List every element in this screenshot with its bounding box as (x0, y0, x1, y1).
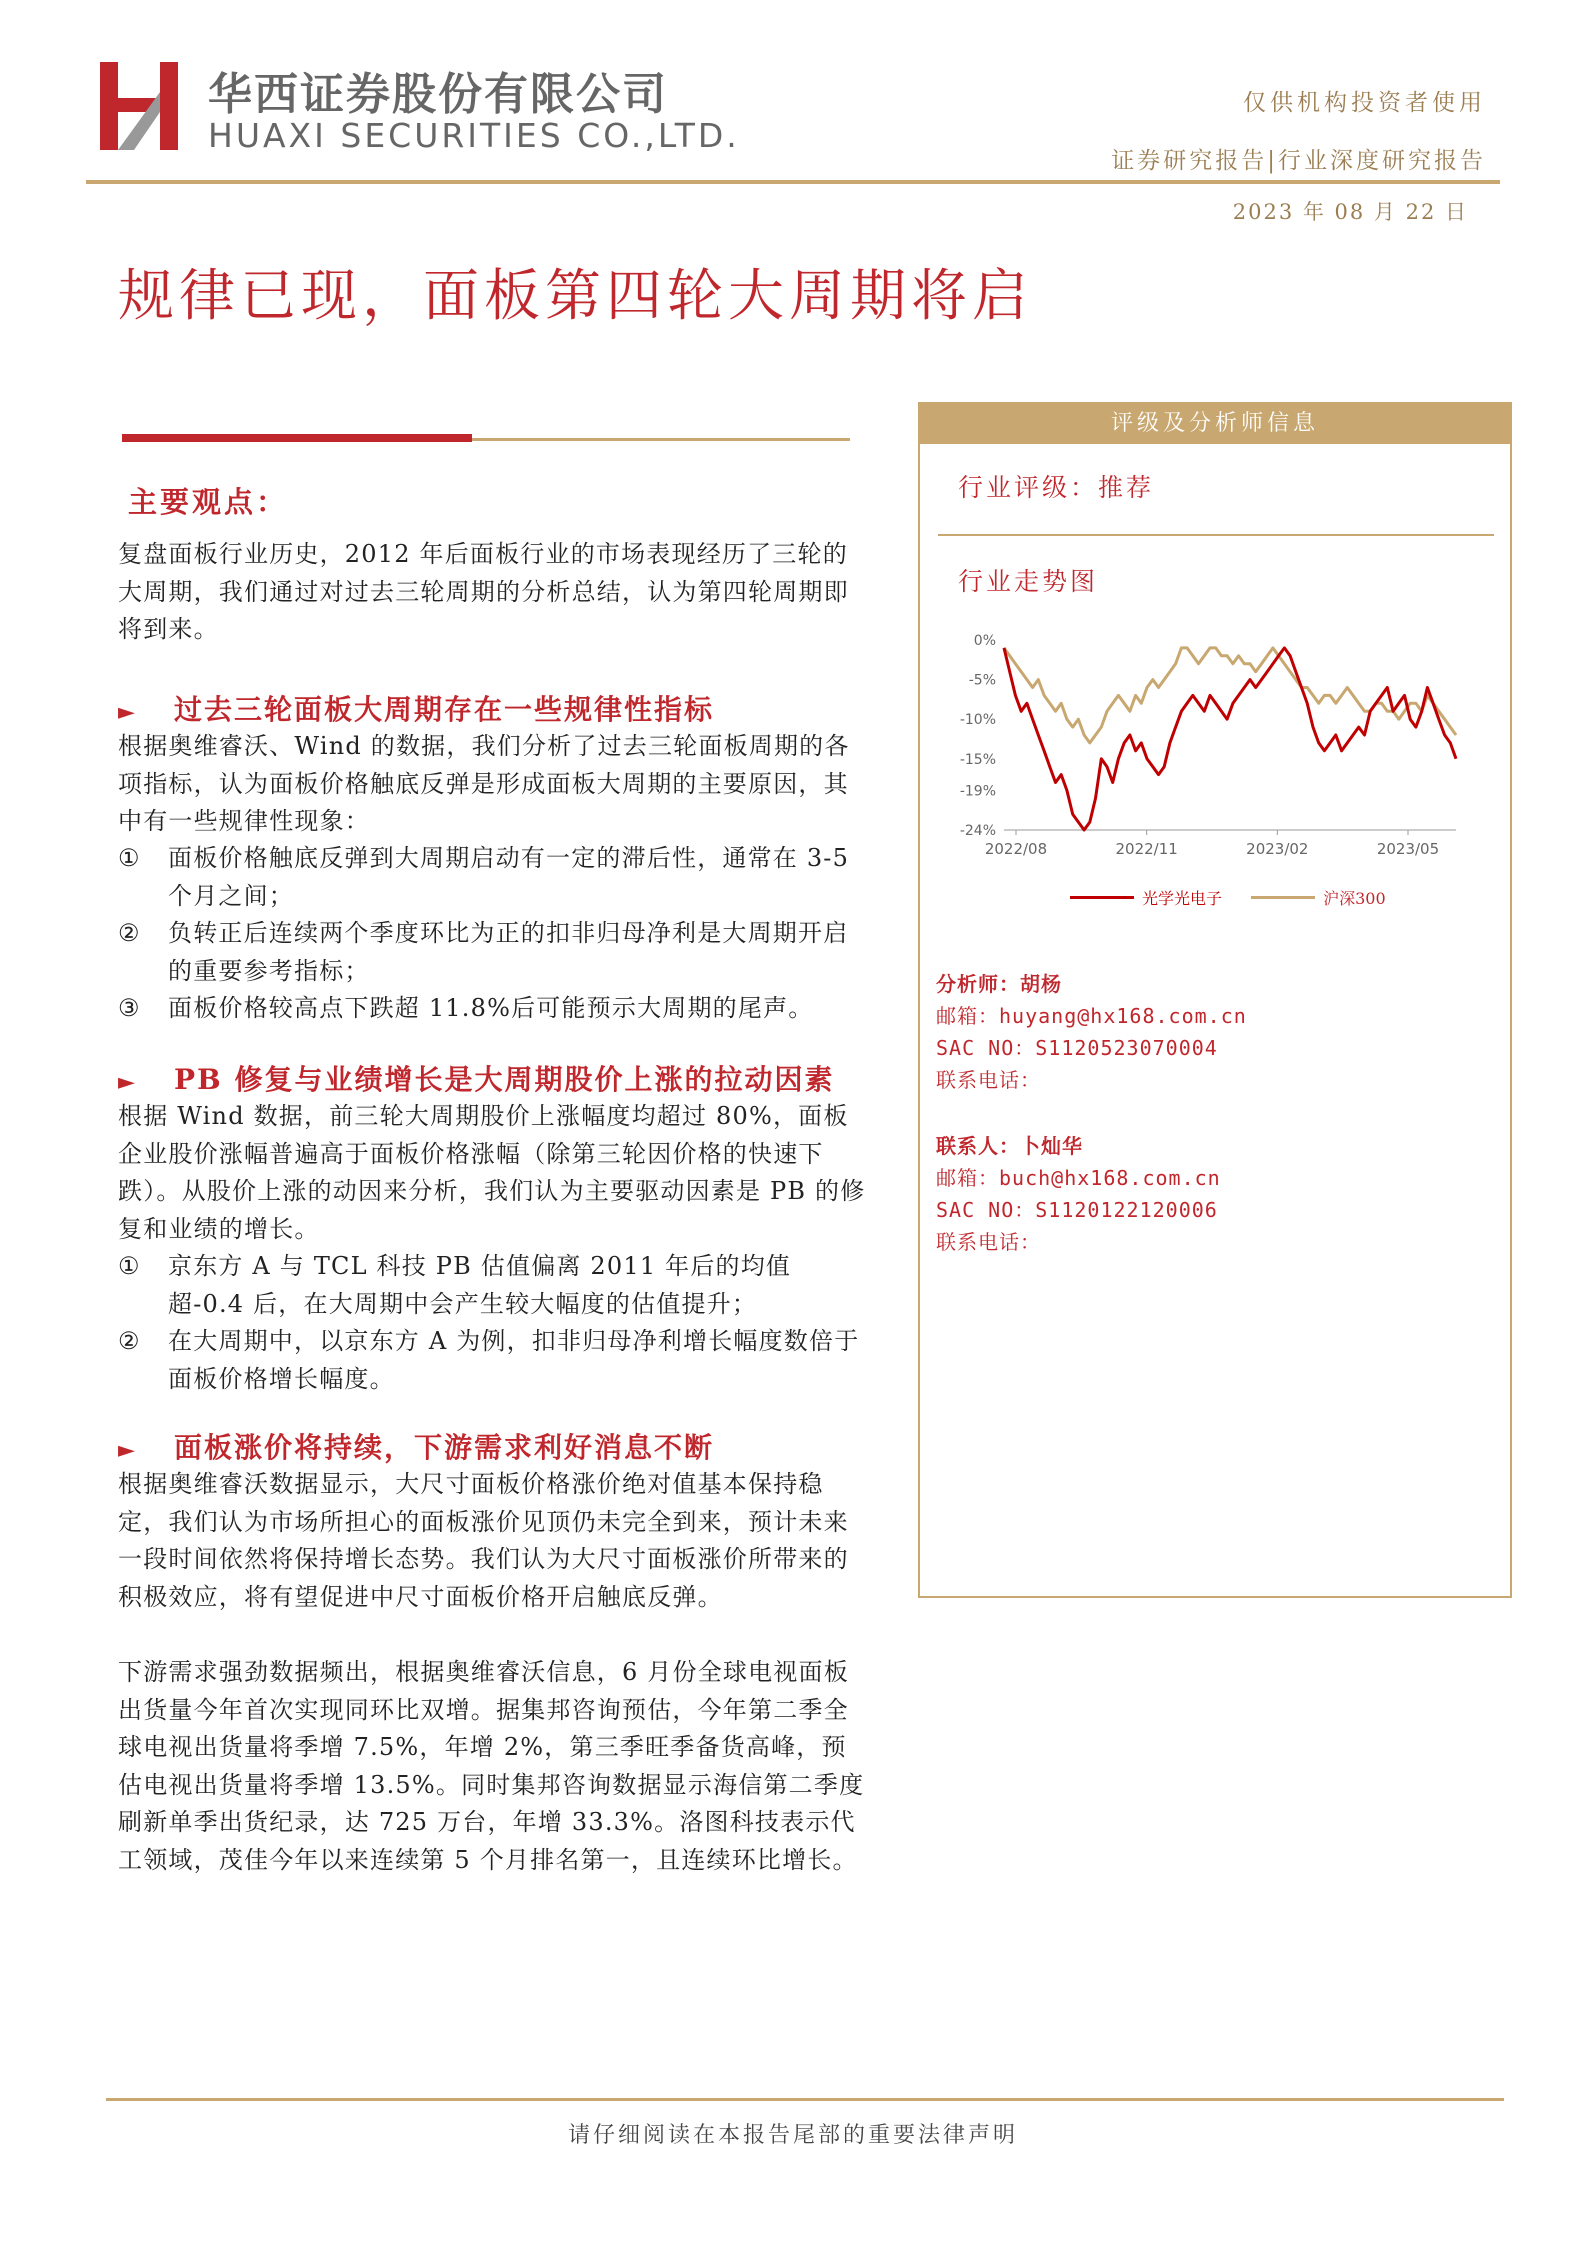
contact-email[interactable]: 邮箱：buch@hx168.com.cn (936, 1166, 1221, 1190)
section-3-body: 根据奥维睿沃数据显示，大尺寸面板价格涨价绝对值基本保持稳定，我们认为市场所担心的面板涨价见顶仍未完全到来，预计未来一段时间依然将保持增长态势。我们认为大尺寸面板涨价所带来的积极效应，将有望促进中尺寸面板价格开启触底反弹。 (118, 1470, 849, 1611)
analyst-info-1 (936, 968, 1247, 1096)
list-text: 京东方 A 与 TCL 科技 PB 估值偏离 2011 年后的均值超-0.4 后，在大周期中会产生较大幅度的估值提升； (168, 1252, 792, 1318)
arrow-icon: ► (118, 1437, 137, 1463)
arrow-icon: ► (118, 699, 137, 725)
arrow-icon: ► (118, 1069, 137, 1095)
x-tick-label: 2022/08 (984, 840, 1048, 858)
contact-name: 联系人：卜灿华 (936, 1134, 1083, 1158)
list-item (118, 840, 866, 915)
y-tick-label: -10% (959, 712, 996, 729)
analyst-phone: 联系电话： (936, 1068, 1041, 1092)
industry-rating: 行业评级：推荐 (958, 473, 1155, 502)
y-tick-label: -24% (959, 823, 996, 839)
section-heading-text: PB 修复与业绩增长是大周期股价上涨的拉动因素 (174, 1063, 835, 1096)
report-title: 规律已现，面板第四轮大周期将启 (118, 264, 1033, 329)
section-heading-1 (118, 688, 714, 728)
industry-trend-chart (944, 620, 1484, 920)
legend-swatch-hs300 (1251, 896, 1315, 899)
header-divider (86, 180, 1500, 184)
x-tick-label: 2023/05 (1376, 840, 1440, 858)
list-text: 在大周期中，以京东方 A 为例，扣非归母净利增长幅度数倍于面板价格增长幅度。 (168, 1327, 860, 1393)
trend-chart-title: 行业走势图 (958, 567, 1099, 596)
list-number: ③ (118, 994, 141, 1022)
section-divider (472, 438, 850, 441)
section-heading-2 (118, 1058, 834, 1098)
analyst-name: 分析师：胡杨 (936, 972, 1062, 996)
section-heading-text: 过去三轮面板大周期存在一些规律性指标 (174, 693, 715, 726)
y-tick-label: -19% (959, 783, 996, 800)
list-number: ② (118, 919, 141, 947)
footer-divider (106, 2098, 1504, 2101)
list-item (118, 915, 866, 990)
section-heading-text: 面板涨价将持续，下游需求利好消息不断 (174, 1431, 715, 1464)
contact-info-2 (936, 1130, 1221, 1258)
legend-swatch-optoelectronics (1070, 896, 1134, 899)
analyst-email[interactable]: 邮箱：huyang@hx168.com.cn (936, 1004, 1247, 1028)
legal-notice: 请仔细阅读在本报告尾部的重要法律声明 (567, 2123, 1018, 2148)
section-2-body: 根据 Wind 数据，前三轮大周期股价上涨幅度均超过 80%，面板企业股价涨幅普遍高于面板价格涨幅（除第三轮因价格的快速下跌）。从股价上涨的动因来分析，我们认为主要驱动因素是 PB 的修复和业绩的增长。 (118, 1102, 866, 1243)
contact-sac: SAC NO：S1120122120006 (936, 1198, 1218, 1222)
list-number: ① (118, 844, 141, 872)
list-text: 面板价格较高点下跌超 11.8%后可能预示大周期的尾声。 (168, 994, 814, 1022)
list-number: ② (118, 1327, 141, 1355)
list-item (118, 990, 866, 1028)
section-1-body: 根据奥维睿沃、Wind 的数据，我们分析了过去三轮面板周期的各项指标，认为面板价格触底反弹是形成面板大周期的主要原因，其中有一些规律性现象： (118, 732, 850, 835)
intro-paragraph: 复盘面板行业历史，2012 年后面板行业的市场表现经历了三轮的大周期，我们通过对过去三轮周期的分析总结，认为第四轮周期即将到来。 (118, 540, 849, 643)
key-points-heading: 主要观点： (128, 485, 289, 519)
list-text: 负转正后连续两个季度环比为正的扣非归母净利是大周期开启的重要参考指标； (168, 919, 849, 985)
section-accent-bar (122, 434, 472, 442)
list-number: ① (118, 1252, 141, 1280)
rating-box-title: 评级及分析师信息 (920, 404, 1510, 444)
y-tick-label: -15% (959, 751, 996, 768)
list-text: 面板价格触底反弹到大周期启动有一定的滞后性，通常在 3-5 个月之间； (168, 844, 850, 910)
contact-phone: 联系电话： (936, 1230, 1041, 1254)
report-date: 2023 年 08 月 22 日 (1232, 200, 1468, 224)
list-item (118, 1248, 866, 1323)
analyst-sac: SAC NO：S1120523070004 (936, 1036, 1218, 1060)
x-tick-label: 2022/11 (1115, 840, 1178, 858)
rating-divider (938, 534, 1494, 536)
section-3-body-2: 下游需求强劲数据频出，根据奥维睿沃信息，6 月份全球电视面板出货量今年首次实现同环比双增。据集邦咨询预估，今年第二季全球电视出货量将季增 7.5%，年增 2%，第三季旺季备货高峰，预估电视出货量将季增 13.5%。同时集邦咨询数据显示海信第二季度刷新单季出货纪录，达 725 万台，年增 33.3%。洛图科技表示代工领域，茂佳今年以来连续第 5 个月排名第一，且连续环比增长。 (118, 1658, 865, 1874)
audience-note: 仅供机构投资者使用 (1243, 90, 1486, 116)
y-tick-label: 0% (973, 633, 996, 649)
series-line-optoelectronics (1004, 648, 1456, 830)
y-tick-label: -5% (968, 672, 996, 689)
list-item (118, 1323, 866, 1398)
report-type: 证券研究报告|行业深度研究报告 (1111, 148, 1486, 174)
company-name-cn: 华西证券股份有限公司 (208, 69, 668, 120)
company-name-en: HUAXI SECURITIES CO.,LTD. (208, 116, 740, 155)
huaxi-logo-icon (100, 62, 180, 150)
x-tick-label: 2023/02 (1246, 840, 1309, 858)
legend-label-hs300: 沪深300 (1323, 889, 1386, 908)
legend-label-optoelectronics: 光学光电子 (1142, 889, 1223, 908)
chart-legend (1070, 886, 1386, 909)
section-heading-3 (118, 1426, 714, 1466)
